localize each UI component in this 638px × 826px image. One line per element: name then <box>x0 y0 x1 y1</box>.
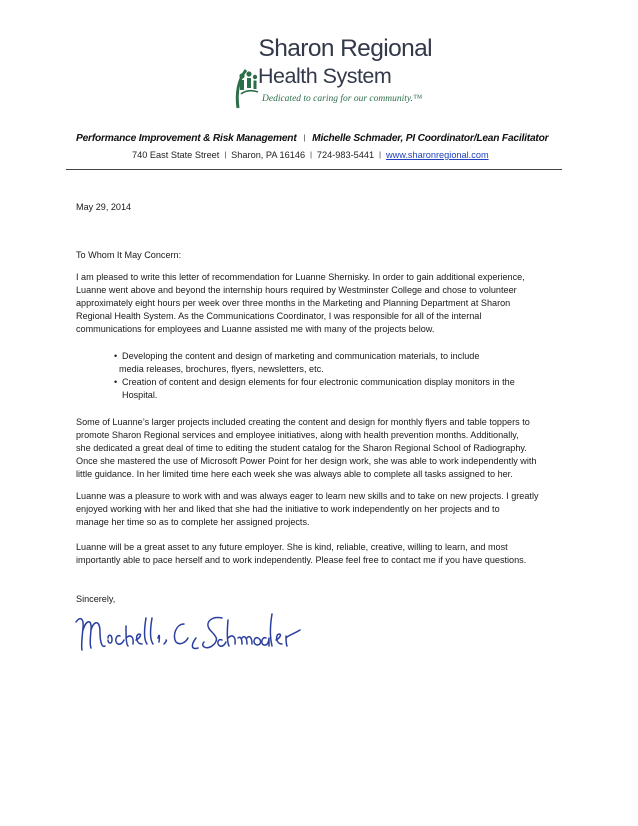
paragraph-2-line: Some of Luanne’s larger projects included creating the content and design for monthly flyers and table toppers to <box>76 417 530 427</box>
bullet-marker: • <box>114 377 118 387</box>
header-divider <box>66 169 562 170</box>
paragraph-1-line: Luanne went above and beyond the internship hours required by Westminster College and chose to volunteer <box>76 285 517 295</box>
paragraph-2-line: she dedicated a great deal of time to editing the student catalog for the Sharon Regional School of Radiography. <box>76 443 527 453</box>
paragraph-1-line: Regional Health System. As the Communications Coordinator, I was responsible for all of the internal <box>76 311 482 321</box>
logo-name: Sharon Regional <box>258 35 432 62</box>
bullet-item-line: media releases, brochures, flyers, newsletters, etc. <box>119 364 324 374</box>
logo-tagline: Dedicated to caring for our community.™ <box>262 94 423 104</box>
phone-number: 724-983-5441 <box>316 150 375 160</box>
paragraph-1-line: I am pleased to write this letter of recommendation for Luanne Shernisky. In order to gain additional experience, <box>76 272 525 282</box>
bullet-marker: • <box>114 351 118 361</box>
paragraph-2-line: promote Sharon Regional services and employee initiatives, along with health prevention months. Additionally, <box>76 430 519 440</box>
city-state-zip: Sharon, PA 16146 <box>231 150 306 160</box>
separator: | <box>310 152 312 159</box>
letter-date: May 29, 2014 <box>76 202 132 212</box>
closing: Sincerely, <box>76 594 116 604</box>
paragraph-3-line: manage her time so as to complete her assigned projects. <box>76 517 310 527</box>
paragraph-2-line: little guidance. In her limited time here each week she was always able to complete all tasks assigned to her. <box>76 469 513 479</box>
bullet-item-line: Creation of content and design elements for four electronic communication display monitors in the <box>122 377 515 387</box>
signature-image <box>72 608 322 658</box>
logo-subname: Health System <box>258 64 392 88</box>
separator: | <box>303 135 306 142</box>
separator: | <box>224 152 227 159</box>
letterhead-address-line <box>132 150 532 160</box>
department-name: Performance Improvement & Risk Management <box>76 133 297 144</box>
paragraph-1-line: communications for employees and Luanne assisted me with many of the projects below. <box>76 324 435 334</box>
paragraph-4-line: importantly able to pace herself and to work independently. Please feel free to contact me if you have questions. <box>76 555 527 565</box>
street-address: 740 East State Street <box>132 150 220 160</box>
paragraph-1-line: approximately eight hours per week over three months in the Marketing and Planning Department at Sharon <box>76 298 511 308</box>
paragraph-3-line: enjoyed working with her and liked that she had the initiative to work independently on her projects and to <box>76 504 500 514</box>
bullet-item-line: Hospital. <box>122 390 158 400</box>
website-link[interactable]: www.sharonregional.com <box>385 150 489 160</box>
paragraph-3-line: Luanne was a pleasure to work with and was always eager to learn new skills and to take on new projects. I greatly <box>76 491 539 501</box>
paragraph-4-line: Luanne will be a great asset to any future employer. She is kind, reliable, creative, willing to learn, and most <box>76 542 508 552</box>
contact-name: Michelle Schmader, PI Coordinator/Lean Facilitator <box>312 133 549 144</box>
separator: | <box>379 152 381 159</box>
logo-people-icon <box>232 64 260 110</box>
paragraph-2-line: Once she mastered the use of Microsoft Power Point for her design work, she was able to work independently with <box>76 456 537 466</box>
bullet-item-line: Developing the content and design of marketing and communication materials, to include <box>122 351 480 361</box>
letterhead-title-line <box>76 133 566 144</box>
sharon-regional-logo <box>222 36 432 114</box>
salutation: To Whom It May Concern: <box>76 250 182 260</box>
